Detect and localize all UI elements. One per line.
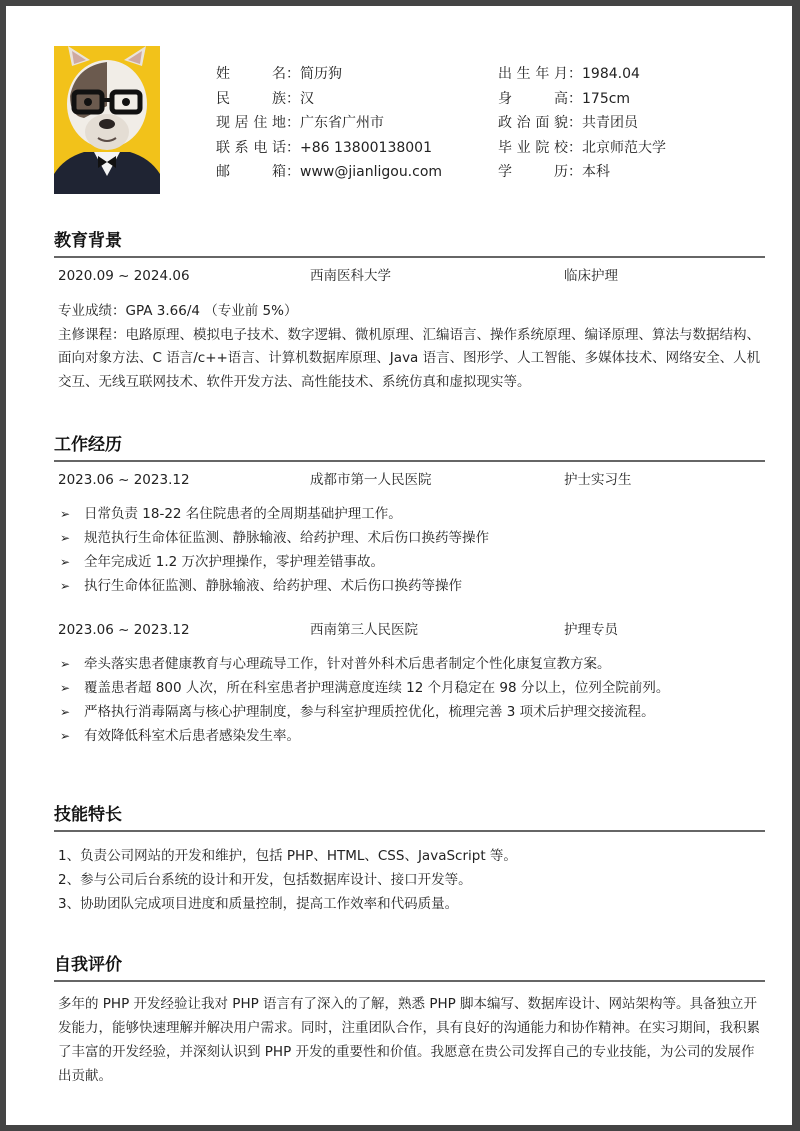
list-item (54, 502, 765, 526)
profile-separator: ： (286, 66, 300, 82)
profile-row (498, 62, 666, 87)
profile-label: 毕业院校 (498, 139, 568, 156)
profile-left (216, 62, 442, 185)
profile-separator: ： (286, 90, 300, 107)
education-courses: 主修课程：电路原理、模拟电子技术、数字逻辑、微机原理、汇编语言、操作系统原理、编译原理、算法与数据结构、面向对象方法、C 语言/c++语言、计算机数据库原理、Java 语言、图形学、人工智能、多媒体技术、网络安全、人机交互、无线互联网技术、软件开发方法、高性能技术、系统仿真和虚拟现实等。 (58, 326, 761, 390)
profile-label: 学 历 (498, 164, 568, 180)
avatar (54, 46, 160, 194)
education-period: 2020.09 ~ 2024.06 (58, 268, 190, 284)
job-duties (54, 502, 765, 598)
profile-row (498, 87, 666, 112)
profile-value: 广东省广州市 (300, 115, 384, 131)
arrow-bullet-icon: ➢ (60, 705, 71, 719)
profile-value: 本科 (582, 164, 610, 180)
profile-label: 出生年月 (498, 66, 568, 82)
profile-row (216, 111, 442, 136)
profile-row (216, 160, 442, 185)
job-period: 2023.06 ~ 2023.12 (58, 622, 190, 638)
profile-label: 身 高 (498, 90, 568, 107)
arrow-bullet-icon: ➢ (60, 555, 71, 569)
section-title: 工作经历 (54, 432, 765, 462)
list-item (54, 652, 765, 676)
duty-text: 执行生命体征监测、静脉输液、给药护理、术后伤口换药等操作 (84, 578, 462, 594)
job-role: 护士实习生 (564, 472, 632, 488)
duty-text: 覆盖患者超 800 人次，所在科室患者护理满意度连续 12 个月稳定在 98 分以上，位列全院前列。 (84, 680, 670, 696)
job-duties (54, 652, 765, 748)
section-title: 教育背景 (54, 228, 765, 258)
duty-text: 规范执行生命体征监测、静脉输液、给药护理、术后伤口换药等操作 (84, 530, 489, 546)
job-header (54, 618, 765, 642)
duty-text: 牵头落实患者健康教育与心理疏导工作，针对普外科术后患者制定个性化康复宣教方案。 (84, 656, 611, 672)
profile-label: 联系电话 (216, 139, 286, 156)
education-gpa: 专业成绩：GPA 3.66/4 （专业前 5%） (58, 303, 298, 319)
profile-value: 简历狗 (300, 66, 342, 82)
email-value: www@jianligou.com (300, 164, 443, 180)
self-eval-section (54, 952, 765, 1088)
profile-separator: ： (286, 164, 300, 180)
profile-value: 汉 (300, 90, 314, 107)
self-eval-text: 多年的 PHP 开发经验让我对 PHP 语言有了深入的了解，熟悉 PHP 脚本编写、数据库设计、网站架构等。具备独立开发能力，能够快速理解并解决用户需求。同时，注重团队合作，具有良好的沟通能力和协作精神。在实习期间，我积累了丰富的开发经验，并深刻认识到 PHP 开发的重要性和价值。我愿意在贵公司发挥自己的专业技能，为公司的发展作出贡献。 (58, 996, 760, 1084)
education-row (54, 264, 765, 288)
work-section (54, 432, 765, 748)
list-item (54, 676, 765, 700)
profile-label: 邮 箱 (216, 164, 286, 180)
arrow-bullet-icon: ➢ (60, 681, 71, 695)
profile-row (498, 111, 666, 136)
profile-value: 175cm (582, 90, 631, 107)
list-item (54, 574, 765, 598)
resume-page (6, 6, 792, 1125)
profile-value: 共青团员 (582, 115, 638, 131)
arrow-bullet-icon: ➢ (60, 507, 71, 521)
bulldog-avatar-icon (54, 46, 160, 194)
profile-separator: ： (568, 139, 582, 156)
arrow-bullet-icon: ➢ (60, 579, 71, 593)
job-org: 成都市第一人民医院 (310, 472, 432, 488)
profile-row (216, 62, 442, 87)
list-item (54, 550, 765, 574)
duty-text: 严格执行消毒隔离与核心护理制度，参与科室护理质控优化，梳理完善 3 项术后护理交接流程。 (84, 704, 655, 720)
duty-text: 有效降低科室术后患者感染发生率。 (84, 728, 300, 744)
profile-separator: ： (568, 115, 582, 131)
job-org: 西南第三人民医院 (310, 622, 418, 638)
profile-label: 民 族 (216, 90, 286, 107)
list-item (54, 700, 765, 724)
duty-text: 日常负责 18-22 名住院患者的全周期基础护理工作。 (84, 506, 402, 522)
profile-value: 北京师范大学 (582, 139, 666, 156)
list-item: 2、参与公司后台系统的设计和开发，包括数据库设计、接口开发等。 (58, 872, 472, 888)
education-major: 临床护理 (564, 268, 618, 284)
profile-separator: ： (568, 66, 582, 82)
profile-row (216, 87, 442, 112)
profile-row (498, 160, 666, 185)
profile-separator: ： (286, 139, 300, 156)
job-role: 护理专员 (564, 622, 618, 638)
profile-row (216, 136, 442, 161)
profile-separator: ： (568, 90, 582, 107)
arrow-bullet-icon: ➢ (60, 531, 71, 545)
list-item: 3、协助团队完成项目进度和质量控制，提高工作效率和代码质量。 (58, 896, 459, 912)
arrow-bullet-icon: ➢ (60, 657, 71, 671)
arrow-bullet-icon: ➢ (60, 729, 71, 743)
profile-separator: ： (286, 115, 300, 131)
section-title: 技能特长 (54, 802, 765, 832)
job-period: 2023.06 ~ 2023.12 (58, 472, 190, 488)
profile-value: 1984.04 (582, 66, 640, 82)
job-header (54, 468, 765, 492)
profile-right (498, 62, 666, 185)
profile-row (498, 136, 666, 161)
profile-separator: ： (568, 164, 582, 180)
skills-section (54, 802, 765, 916)
education-section (54, 228, 765, 394)
duty-text: 全年完成近 1.2 万次护理操作，零护理差错事故。 (84, 554, 385, 570)
section-title: 自我评价 (54, 952, 765, 982)
education-school: 西南医科大学 (310, 268, 391, 284)
profile-label: 政治面貌 (498, 115, 568, 131)
phone-value: +86 13800138001 (300, 139, 432, 156)
list-item (54, 526, 765, 550)
profile-label: 姓 名 (216, 66, 286, 82)
list-item: 1、负责公司网站的开发和维护，包括 PHP、HTML、CSS、JavaScript 等。 (58, 848, 517, 864)
profile-label: 现居住地 (216, 115, 286, 131)
skills-list (54, 844, 765, 916)
list-item (54, 724, 765, 748)
